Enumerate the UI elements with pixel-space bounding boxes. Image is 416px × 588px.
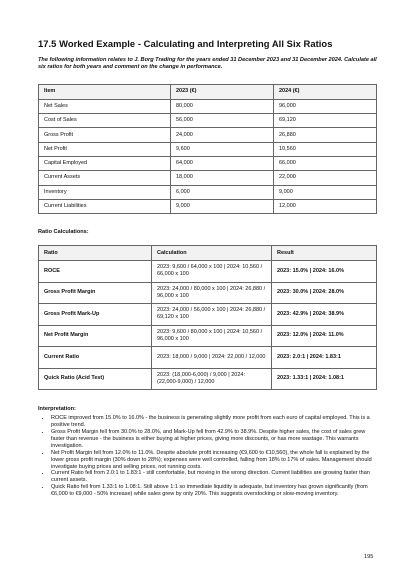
- ratio-result-cell: 2023: 15.0% | 2024: 16.0%: [272, 261, 377, 283]
- table-cell: Net Sales: [39, 99, 171, 113]
- ratio-result-cell: 2023: 1.33:1 | 2024: 1.08:1: [272, 368, 377, 390]
- table-row: [39, 157, 377, 171]
- table-cell: Gross Profit: [39, 128, 171, 142]
- table-cell: 56,000: [171, 114, 274, 128]
- document-page: [38, 38, 378, 498]
- ratio-calc-cell: 2023: 9,600 / 80,000 x 100 | 2024: 10,560 / 96,000 x 100: [152, 325, 272, 347]
- table-cell: Cost of Sales: [39, 114, 171, 128]
- table-row: [39, 99, 377, 113]
- table-cell: 9,000: [274, 185, 377, 199]
- column-header: 2024 (€): [274, 84, 377, 99]
- ratio-calc-cell: 2023: 18,000 / 9,000 | 2024: 22,000 / 12,000: [152, 347, 272, 369]
- table-row: [39, 114, 377, 128]
- interpretation-title: Interpretation:: [38, 406, 76, 413]
- list-item: • Gross Profit Margin fell from 30.0% to 28.0%, and Mark-Up fell from 42.9% to 38.9%. Despite higher sales, the cost of sales grew faster than revenue - the business is either buying at higher prices, giving more discounts, or has more wastage. This warrants investigation.: [51, 429, 378, 450]
- table-cell: 64,000: [171, 157, 274, 171]
- list-item: • Net Profit Margin fell from 12.0% to 11.0%. Despite absolute profit increasing (€9,600 to €10,560), the whole fall is explained by the lower gross profit margin (30% down to 28%); expenses were well controlled, falling from 18% to 17% of sales. Management should investigate buying prices and selling prices, not running costs.: [51, 450, 378, 471]
- ratio-calc-cell: 2023: (18,000-6,000) / 9,000 | 2024: (22,000-9,000) / 12,000: [152, 368, 272, 390]
- table-cell: 9,600: [171, 142, 274, 156]
- table-cell: 66,000: [274, 157, 377, 171]
- table-header-row: [39, 246, 377, 261]
- table-row: [39, 304, 377, 326]
- page-number: 195: [364, 554, 374, 560]
- ratio-result-cell: 2023: 30.0% | 2024: 28.0%: [272, 282, 377, 304]
- table-header-row: [39, 84, 377, 99]
- table-row: [39, 261, 377, 283]
- ratio-result-cell: 2023: 2.0:1 | 2024: 1.83:1: [272, 347, 377, 369]
- ratio-name-cell: Gross Profit Mark-Up: [39, 304, 152, 326]
- ratio-name-cell: ROCE: [39, 261, 152, 283]
- table-cell: 9,000: [171, 199, 274, 213]
- column-header: 2023 (€): [171, 84, 274, 99]
- table-cell: 69,120: [274, 114, 377, 128]
- table-row: [39, 142, 377, 156]
- ratio-calc-cell: 2023: 9,600 / 64,000 x 100 | 2024: 10,560 / 66,000 x 100: [152, 261, 272, 283]
- ratio-calc-cell: 2023: 24,000 / 56,000 x 100 | 2024: 26,880 / 69,120 x 100: [152, 304, 272, 326]
- table-cell: Capital Employed: [39, 157, 171, 171]
- table-cell: 80,000: [171, 99, 274, 113]
- table-cell: Inventory: [39, 185, 171, 199]
- ratio-name-cell: Gross Profit Margin: [39, 282, 152, 304]
- column-header: Ratio: [39, 246, 152, 261]
- column-header: Calculation: [152, 246, 272, 261]
- ratio-calculations-table: [38, 245, 377, 390]
- table-cell: 6,000: [171, 185, 274, 199]
- ratio-calc-cell: 2023: 24,000 / 80,000 x 100 | 2024: 26,880 / 96,000 x 100: [152, 282, 272, 304]
- table-row: [39, 185, 377, 199]
- table-cell: Current Liabilities: [39, 199, 171, 213]
- ratio-name-cell: Net Profit Margin: [39, 325, 152, 347]
- table-row: [39, 128, 377, 142]
- interpretation-list: [38, 415, 378, 498]
- table-row: [39, 325, 377, 347]
- ratio-name-cell: Current Ratio: [39, 347, 152, 369]
- list-item: • Current Ratio fell from 2.0:1 to 1.83:1 - still comfortable, but moving in the wrong direction. Current liabilities are growing faster than current assets.: [51, 470, 378, 484]
- financial-data-table: [38, 84, 377, 214]
- table-cell: 96,000: [274, 99, 377, 113]
- table-cell: Net Profit: [39, 142, 171, 156]
- table-row: [39, 282, 377, 304]
- table-row: [39, 199, 377, 213]
- table-cell: Current Assets: [39, 171, 171, 185]
- section-heading: 17.5 Worked Example - Calculating and Interpreting All Six Ratios: [38, 38, 333, 49]
- table-cell: 26,880: [274, 128, 377, 142]
- table-cell: 10,560: [274, 142, 377, 156]
- table-cell: 24,000: [171, 128, 274, 142]
- table-row: [39, 347, 377, 369]
- column-header: Item: [39, 84, 171, 99]
- ratio-section-title: Ratio Calculations:: [38, 229, 89, 236]
- list-item: • Quick Ratio fell from 1.33:1 to 1.08:1. Still above 1:1 so immediate liquidity is adequate, but inventory has grown significantly (from €6,000 to €9,000 - 50% increase) while sales grew by only 20%. This suggests overstocking or slow-moving inventory.: [51, 484, 378, 498]
- ratio-name-cell: Quick Ratio (Acid Test): [39, 368, 152, 390]
- table-cell: 12,000: [274, 199, 377, 213]
- ratio-result-cell: 2023: 12.0% | 2024: 11.0%: [272, 325, 377, 347]
- table-cell: 22,000: [274, 171, 377, 185]
- intro-paragraph: The following information relates to J. Borg Trading for the years ended 31 December 2023 and 31 December 2024. Calculate all six ratios for both years and comment on the change in performance.: [38, 57, 377, 71]
- ratio-result-cell: 2023: 42.9% | 2024: 38.9%: [272, 304, 377, 326]
- table-cell: 18,000: [171, 171, 274, 185]
- table-row: [39, 368, 377, 390]
- column-header: Result: [272, 246, 377, 261]
- table-row: [39, 171, 377, 185]
- list-item: • ROCE improved from 15.0% to 16.0% - the business is generating slightly more profit from each euro of capital employed. This is a positive trend.: [51, 415, 378, 429]
